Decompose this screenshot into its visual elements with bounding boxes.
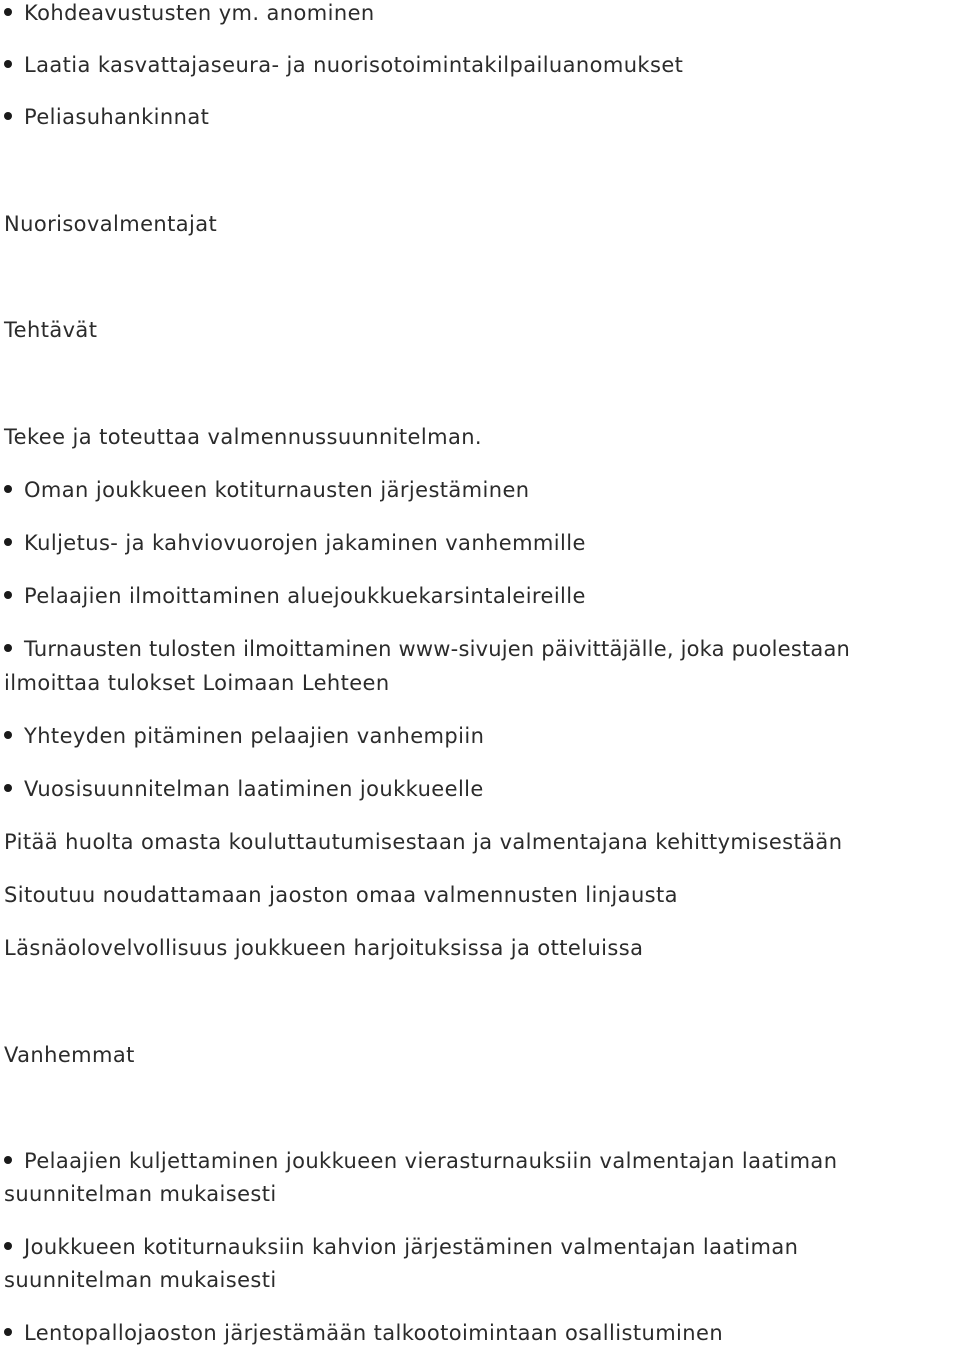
intro-text: Tekee ja toteuttaa valmennussuunnitelman.: [4, 425, 482, 449]
list-item-text: Lentopallojaoston järjestämään talkootoimintaan osallistuminen: [24, 1321, 724, 1345]
list-item-text: Pelaajien ilmoittaminen aluejoukkuekarsintaleireille: [24, 584, 586, 608]
list-item: [4, 477, 960, 503]
list-item: [4, 0, 960, 26]
list-item: [4, 52, 960, 78]
bullet-icon: [4, 112, 12, 120]
list-item-continuation: suunnitelman mukaisesti: [4, 1182, 277, 1206]
section-subheading: Tehtävät: [4, 318, 98, 342]
list-item-text: Kuljetus- ja kahviovuorojen jakaminen vanhemmille: [24, 531, 586, 555]
bullet-icon: [4, 1242, 12, 1250]
bullet-icon: [4, 1156, 12, 1164]
list-item-text: Peliasuhankinnat: [24, 105, 210, 129]
list-item: [4, 1234, 960, 1260]
list-item: [4, 776, 960, 802]
list-item: [4, 1320, 960, 1346]
bullet-icon: [4, 784, 12, 792]
list-item-text: Vuosisuunnitelman laatiminen joukkueelle: [24, 777, 484, 801]
list-item: [4, 530, 960, 556]
list-item: [4, 104, 960, 130]
list-item-text: Yhteyden pitäminen pelaajien vanhempiin: [24, 724, 485, 748]
list-item-text: Oman joukkueen kotiturnausten järjestäminen: [24, 478, 530, 502]
paragraph: Sitoutuu noudattamaan jaoston omaa valmennusten linjausta: [4, 883, 678, 907]
list-item-continuation: suunnitelman mukaisesti: [4, 1268, 277, 1292]
list-item: [4, 723, 960, 749]
paragraph: Läsnäolovelvollisuus joukkueen harjoituksissa ja otteluissa: [4, 936, 644, 960]
section-heading: Vanhemmat: [4, 1043, 135, 1067]
bullet-icon: [4, 644, 12, 652]
list-item: [4, 583, 960, 609]
bullet-icon: [4, 485, 12, 493]
list-item: [4, 636, 960, 662]
section-heading: Nuorisovalmentajat: [4, 212, 218, 236]
bullet-icon: [4, 8, 12, 16]
bullet-icon: [4, 591, 12, 599]
list-item-text: Pelaajien kuljettaminen joukkueen vierasturnauksiin valmentajan laatiman: [24, 1149, 838, 1173]
list-item-text: Turnausten tulosten ilmoittaminen www-sivujen päivittäjälle, joka puolestaan: [24, 637, 851, 661]
bullet-icon: [4, 731, 12, 739]
bullet-icon: [4, 1328, 12, 1336]
list-item: [4, 1148, 960, 1174]
list-item-text: Joukkueen kotiturnauksiin kahvion järjestäminen valmentajan laatiman: [24, 1235, 799, 1259]
list-item-text: Laatia kasvattajaseura- ja nuorisotoimintakilpailuanomukset: [24, 53, 684, 77]
list-item-text: Kohdeavustusten ym. anominen: [24, 1, 375, 25]
bullet-icon: [4, 538, 12, 546]
paragraph: Pitää huolta omasta kouluttautumisestaan ja valmentajana kehittymisestään: [4, 830, 843, 854]
list-item-continuation: ilmoittaa tulokset Loimaan Lehteen: [4, 671, 390, 695]
bullet-icon: [4, 60, 12, 68]
